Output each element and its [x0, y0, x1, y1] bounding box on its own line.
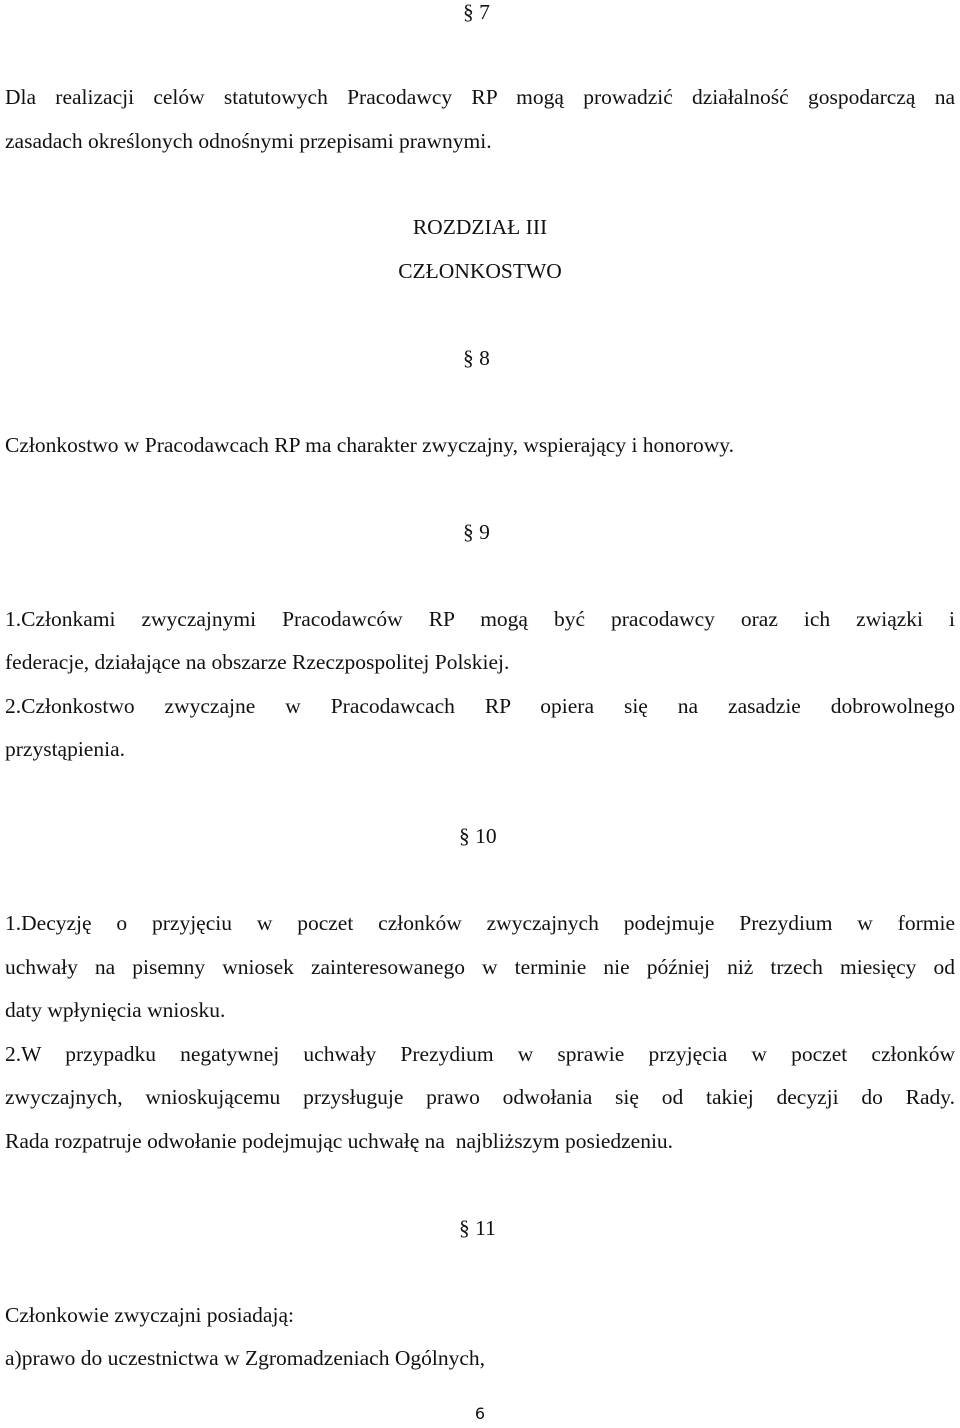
section-heading-7: § 7 — [463, 0, 490, 24]
section-7-text-line-2: zasadach określonych odnośnymi przepisami prawnymi. — [5, 129, 492, 153]
section-10-paragraph-1-line-2: uchwały na pisemny wniosek zainteresowanego w terminie nie później niż trzech miesięcy od — [5, 955, 955, 979]
section-9-paragraph-2-line-2: przystąpienia. — [5, 737, 125, 761]
section-heading-11: § 11 — [459, 1216, 496, 1240]
section-10-paragraph-2-line-1: 2.W przypadku negatywnej uchwały Prezydium w sprawie przyjęcia w poczet członków — [5, 1042, 955, 1066]
chapter-title: ROZDZIAŁ III — [412, 215, 548, 239]
section-heading-8: § 8 — [463, 346, 490, 370]
section-10-paragraph-2-line-3: Rada rozpatruje odwołanie podejmując uchwałę na najbliższym posiedzeniu. — [5, 1129, 674, 1153]
section-8-text: Członkostwo w Pracodawcach RP ma charakter zwyczajny, wspierający i honorowy. — [5, 433, 734, 457]
section-10-paragraph-1-line-3: daty wpłynięcia wniosku. — [5, 998, 226, 1022]
chapter-subtitle: CZŁONKOSTWO — [398, 259, 562, 283]
page-number: 6 — [474, 1404, 486, 1423]
section-11-item-a: a)prawo do uczestnictwa w Zgromadzeniach Ogólnych, — [5, 1346, 485, 1370]
section-7-text-line-1: Dla realizacji celów statutowych Pracodawcy RP mogą prowadzić działalność gospodarczą na — [5, 85, 955, 109]
section-9-paragraph-1-line-1: 1.Członkami zwyczajnymi Pracodawców RP mogą być pracodawcy oraz ich związki i — [5, 607, 955, 631]
section-9-paragraph-1-line-2: federacje, działające na obszarze Rzeczpospolitej Polskiej. — [5, 650, 510, 674]
section-10-paragraph-1-line-1: 1.Decyzję o przyjęciu w poczet członków zwyczajnych podejmuje Prezydium w formie — [5, 911, 955, 935]
section-11-intro: Członkowie zwyczajni posiadają: — [5, 1303, 294, 1327]
section-9-paragraph-2-line-1: 2.Członkostwo zwyczajne w Pracodawcach RP opiera się na zasadzie dobrowolnego — [5, 694, 955, 718]
section-heading-10: § 10 — [459, 824, 497, 848]
section-10-paragraph-2-line-2: zwyczajnych, wnioskującemu przysługuje prawo odwołania się od takiej decyzji do Rady. — [5, 1085, 955, 1109]
section-heading-9: § 9 — [463, 520, 490, 544]
